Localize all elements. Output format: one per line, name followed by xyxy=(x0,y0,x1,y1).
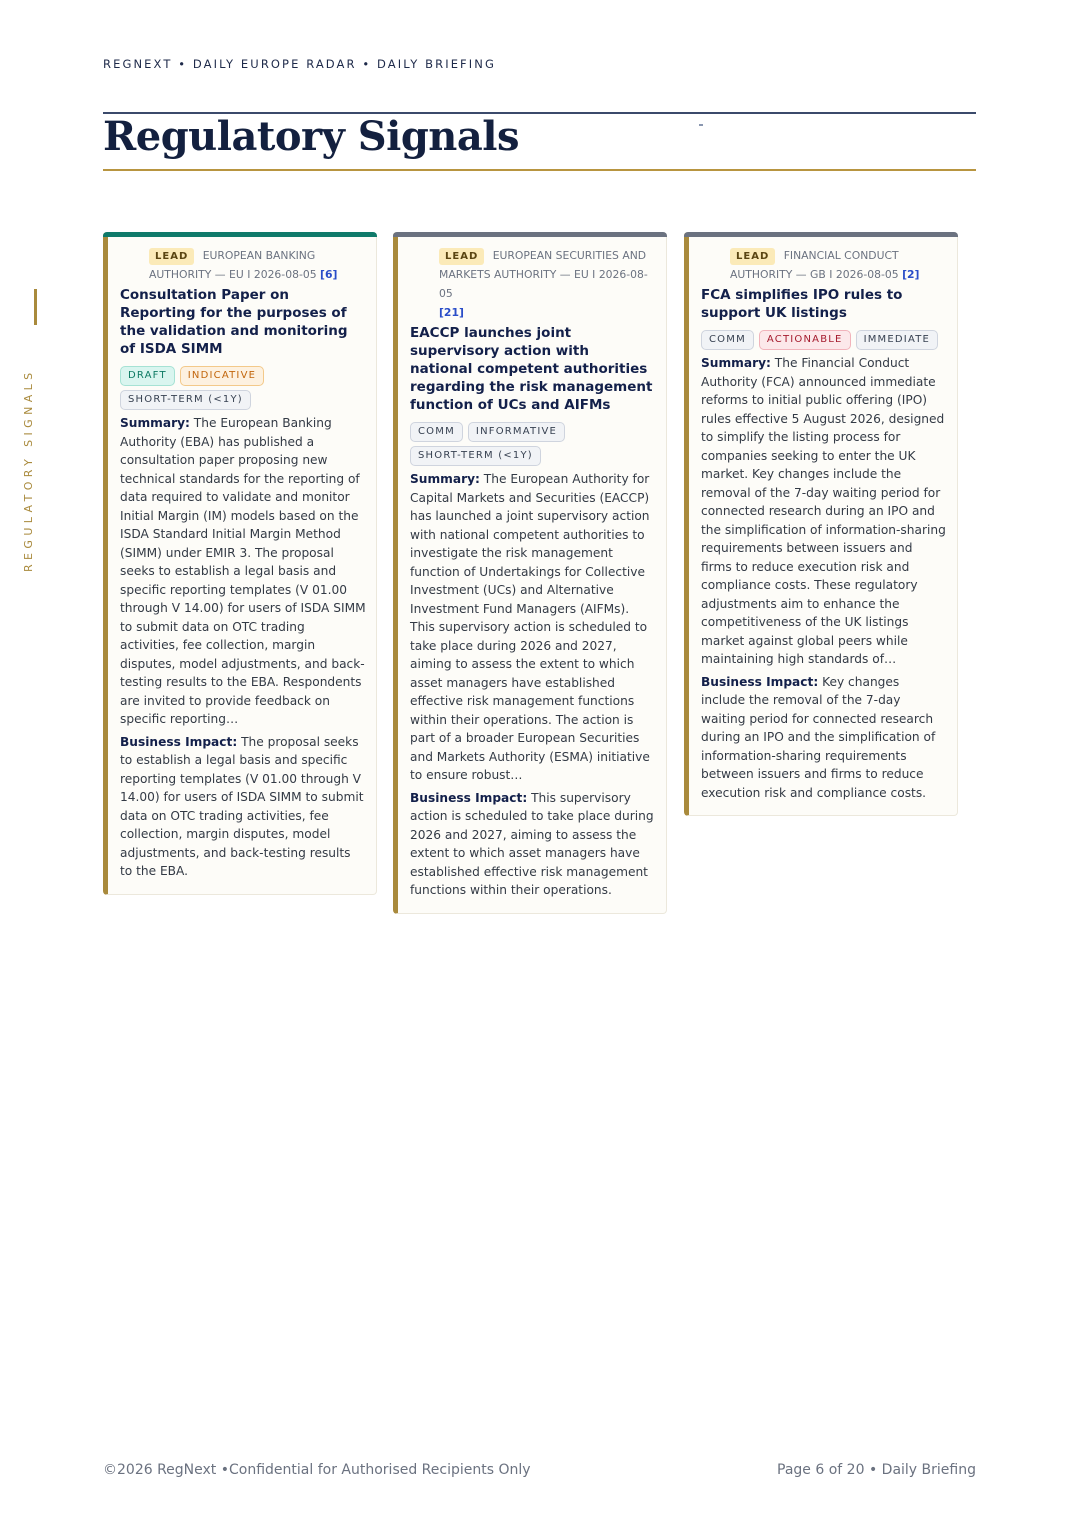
type-badge: COMM xyxy=(701,330,754,350)
summary-label: Summary: xyxy=(410,472,480,486)
horizon-badge: SHORT-TERM (<1Y) xyxy=(410,446,541,466)
card-title: EACCP launches joint supervisory action with national competent authorities regarding the risk management function of UCs and AIFMs xyxy=(410,325,653,413)
authority-region: AUTHORITY — EU xyxy=(149,268,244,281)
card-accent-bar xyxy=(103,232,377,237)
page-title: Regulatory Signals xyxy=(103,113,520,160)
type-badge: COMM xyxy=(410,422,463,442)
header-breadcrumb xyxy=(103,57,496,71)
authority-region: AUTHORITY — GB xyxy=(730,268,826,281)
impact-paragraph xyxy=(120,733,366,881)
tag-list xyxy=(701,326,947,350)
reference-link[interactable]: [6] xyxy=(320,268,338,281)
signal-badge: ACTIONABLE xyxy=(759,330,851,350)
summary-label: Summary: xyxy=(701,356,771,370)
impact-text: Key changes include the removal of the 7-day waiting period for connected research during an IPO and the simplification of information-sharing requirements between issuers and firms to reduce execution risk and compliance costs. xyxy=(701,674,936,800)
summary-paragraph xyxy=(120,414,366,729)
card-accent-bar xyxy=(393,232,667,237)
footer-right: Page 6 of 20 • Daily Briefing xyxy=(777,1462,976,1478)
tag-list xyxy=(410,418,656,466)
lead-badge: LEAD xyxy=(149,248,194,265)
card-date: 2026-08-05 xyxy=(253,268,317,281)
signal-card xyxy=(393,232,667,914)
status-badge: DRAFT xyxy=(120,366,175,386)
signal-badge: INDICATIVE xyxy=(180,366,264,386)
header-rule-bottom xyxy=(103,169,976,171)
edition-name: DAILY BRIEFING xyxy=(377,57,496,71)
impact-label: Business Impact: xyxy=(701,674,819,689)
tag-list xyxy=(120,362,366,410)
authority-name: EUROPEAN SECURITIES AND xyxy=(492,249,647,262)
reference-link[interactable]: [2] xyxy=(902,268,920,281)
signal-badge: INFORMATIVE xyxy=(468,422,565,442)
card-title: Consultation Paper on Reporting for the purposes of the validation and monitoring of ISDA SIMM xyxy=(120,287,348,357)
product-name: DAILY EUROPE RADAR xyxy=(192,57,357,71)
summary-label: Summary: xyxy=(120,416,190,430)
authority-name: EUROPEAN BANKING xyxy=(202,249,316,262)
brand-name: REGNEXT xyxy=(103,57,173,71)
authority-region: MARKETS AUTHORITY — EU xyxy=(439,268,589,281)
impact-paragraph xyxy=(410,789,656,900)
lead-badge: LEAD xyxy=(730,248,775,265)
summary-paragraph xyxy=(410,470,656,785)
authority-name: FINANCIAL CONDUCT xyxy=(783,249,899,262)
summary-text: The Financial Conduct Authority (FCA) announced immediate reforms to initial public offering (IPO) rules effective 5 August 2026, designed to simplify the listing process for companies seeking to enter the UK market. Key changes include the removal of the 7-day waiting period for connected research during an IPO and the simplification of information-sharing requirements between issuers and firms to reduce execution risk and compliance costs. These regulatory adjustments aim to enhance the competitiveness of the UK listings market against global peers while maintaining high standards of… xyxy=(701,356,946,666)
horizon-badge: SHORT-TERM (<1Y) xyxy=(120,390,251,410)
lead-badge: LEAD xyxy=(439,248,484,265)
separator: • xyxy=(178,57,188,71)
card-meta: LEAD EUROPEAN BANKING AUTHORITY — EU I 2026-08-05 [6] xyxy=(149,249,338,281)
signal-card xyxy=(103,232,377,895)
card-date: 2026-08-05 xyxy=(835,268,899,281)
card-meta: LEAD FINANCIAL CONDUCT AUTHORITY — GB I 2026-08-05 [2] xyxy=(730,249,920,281)
impact-text: This supervisory action is scheduled to take place during 2026 and 2027, aiming to assess the extent to which asset managers have established effective risk management functions within their operations. xyxy=(410,790,654,897)
impact-text: The proposal seeks to establish a legal basis and specific reporting templates (V 01.00 through V 14.00) for users of ISDA SIMM to submit data on OTC trading activities, fee collection, margin disputes, model adjustments, and back-testing results to the EBA. xyxy=(120,734,364,878)
footer-briefing: Daily Briefing xyxy=(881,1462,976,1478)
card-title: FCA simplifies IPO rules to support UK listings xyxy=(701,287,903,321)
reference-link[interactable]: [21] xyxy=(439,306,464,319)
confidential-notice: Confidential for Authorised Recipients Only xyxy=(229,1462,531,1478)
side-section-label: REGULATORY SIGNALS xyxy=(22,368,35,572)
card-date: 2026-08-05 xyxy=(439,268,648,300)
summary-text: The European Authority for Capital Markets and Securities (EACCP) has launched a joint supervisory action with national competent authorities to investigate the risk management function of Undertakings for Collective Investment (UCs) and Alternative Investment Fund Managers (AIFMs). This supervisory action is scheduled to take place during 2026 and 2027, aiming to assess the extent to which asset managers have established effective risk management functions within their operations. The action is part of a broader European Securities and Markets Authority (ESMA) initiative to ensure robust… xyxy=(410,472,650,782)
impact-label: Business Impact: xyxy=(120,734,238,749)
summary-paragraph xyxy=(701,354,947,669)
impact-label: Business Impact: xyxy=(410,790,528,805)
signal-card xyxy=(684,232,958,816)
separator: • xyxy=(362,57,372,71)
impact-paragraph xyxy=(701,673,947,803)
side-accent-bar xyxy=(34,289,37,325)
summary-text: The European Banking Authority (EBA) has published a consultation paper proposing new technical standards for the reporting of data required to validate and monitor Initial Margin (IM) models based on the ISDA Standard Initial Margin Method (SIMM) under EMIR 3. The proposal seeks to establish a legal basis and specific reporting templates (V 01.00 through V 14.00) for users of ISDA SIMM to submit data on OTC trading activities, fee collection, margin disputes, model adjustments, and back-testing results to the EBA. Respondents are invited to provide feedback on specific reporting… xyxy=(120,416,366,726)
copyright: ©2026 RegNext xyxy=(103,1462,217,1478)
horizon-badge: IMMEDIATE xyxy=(856,330,938,350)
decorative-mark xyxy=(699,124,703,126)
footer-left: ©2026 RegNext •Confidential for Authorised Recipients Only xyxy=(103,1462,531,1478)
page-number: Page 6 of 20 xyxy=(777,1462,865,1478)
card-accent-bar xyxy=(684,232,958,237)
card-meta: LEAD EUROPEAN SECURITIES AND MARKETS AUTHORITY — EU I 2026-08-05 [21] xyxy=(439,249,648,319)
